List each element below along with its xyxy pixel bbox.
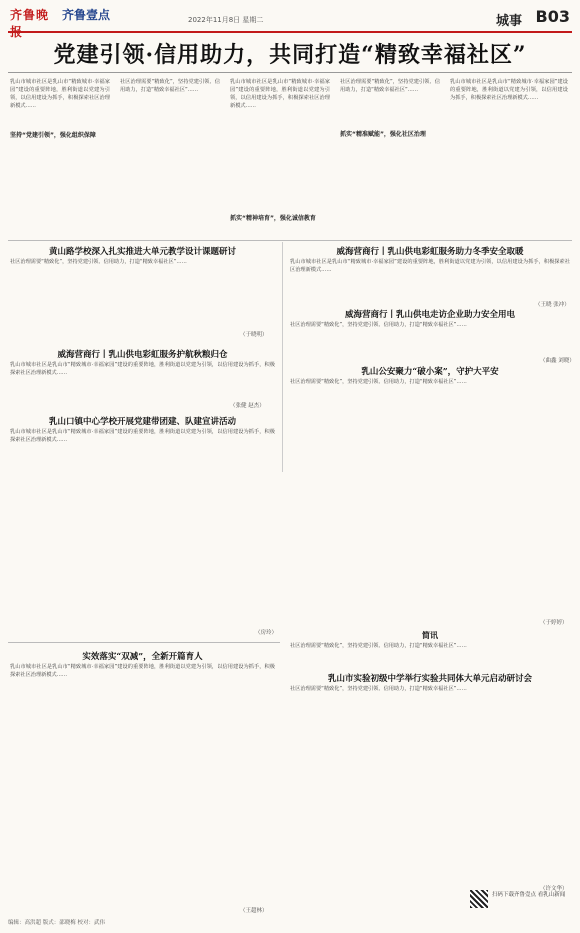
lead-column-2: 社区治理需要“精致化”，坚持党建引领、信用助力，打造“精致幸福社区”…… xyxy=(120,79,220,93)
article-title-6: 乳山口镇中心学校开展党建带团建、队建宣讲活动 xyxy=(48,417,236,427)
lead-column-3: 乳山市城市社区是乳山市“精致城市·幸福家园”建设的重要阵地，胜利街道以党建为引领，以信用建设为抓手，积极探索社区治理新模式…… xyxy=(230,79,330,109)
article-body-9: 社区治理需要“精致化”，坚持党建引领、信用助力，打造“精致幸福社区”…… xyxy=(290,686,467,692)
lower-divider xyxy=(8,642,280,643)
article-body-4: 社区治理需要“精致化”，坚持党建引领、信用助力，打造“精致幸福社区”…… xyxy=(290,379,467,385)
paper-logo: 齐鲁晚 xyxy=(10,8,50,22)
article-title-9: 乳山市实验初级中学举行实验共同体大单元启动研讨会 xyxy=(327,674,532,684)
brief-title: 简讯 xyxy=(422,631,438,640)
masthead xyxy=(8,4,572,30)
article-body-5: 乳山市城市社区是乳山市“精致城市·幸福家园”建设的重要阵地，胜利街道以党建为引领，以信用建设为抓手，积极探索社区治理新模式…… xyxy=(10,362,275,376)
footer-credits: 编辑：高洪超 版式：邵晓梅 校对：武伟 xyxy=(8,920,105,926)
article-byline-1: （于晓明） xyxy=(240,332,268,338)
article-byline-2: （王晓 张冲） xyxy=(535,302,570,308)
article-byline-4: （于婷婷） xyxy=(540,620,568,626)
article-body-3: 社区治理需要“精致化”，坚持党建引领、信用助力，打造“精致幸福社区”…… xyxy=(290,322,467,328)
article-body-1: 社区治理需要“精致化”，坚持党建引领、信用助力，打造“精致幸福社区”…… xyxy=(10,259,187,265)
issue-date: 2022年11月8日 星期二 xyxy=(188,16,264,24)
article-title-1: 黄山路学校深入扎实推进大单元教学设计课题研讨 xyxy=(48,247,236,257)
lead-subhead-3: 抓实“精准赋能”，强化社区治理 xyxy=(340,131,426,138)
article-title-8: 实效落实“双减”，全新开篇育人 xyxy=(82,652,203,662)
article-title-2: 威海营商行丨乳山供电彩虹服务助力冬季安全取暖 xyxy=(336,247,524,257)
article-byline-5: （张健 赵杰） xyxy=(230,403,265,409)
qr-code-icon[interactable] xyxy=(470,890,488,908)
main-headline: 党建引领·信用助力，共同打造“精致幸福社区” xyxy=(53,42,527,68)
section-divider xyxy=(8,240,572,241)
brief-body: 社区治理需要“精致化”，坚持党建引领、信用助力，打造“精致幸福社区”…… xyxy=(290,643,467,649)
lead-column-1: 乳山市城市社区是乳山市“精致城市·幸福家园”建设的重要阵地，胜利街道以党建为引领，以信用建设为抓手，积极探索社区治理新模式…… xyxy=(10,79,110,109)
qr-caption: 扫码下载齐鲁壹点 看乳山新闻 xyxy=(492,892,566,898)
article-body-8: 乳山市城市社区是乳山市“精致城市·幸福家园”建设的重要阵地，胜利街道以党建为引领，以信用建设为抓手，积极探索社区治理新模式…… xyxy=(10,664,275,678)
column-divider xyxy=(282,242,283,472)
headline-rule xyxy=(8,72,572,73)
article-body-6: 乳山市城市社区是乳山市“精致城市·幸福家园”建设的重要阵地，胜利街道以党建为引领，以信用建设为抓手，积极探索社区治理新模式…… xyxy=(10,429,275,443)
section-name: 城事 xyxy=(495,14,522,29)
article-title-4: 乳山公安聚力“破小案”，守护大平安 xyxy=(361,367,499,377)
article-byline-9: （许文华） xyxy=(540,886,568,892)
article-byline-6: （房玲） xyxy=(255,630,278,636)
article-byline-8: （王超林） xyxy=(240,908,268,914)
article-title-3: 威海营商行丨乳山供电走访企业助力安全用电 xyxy=(344,310,515,320)
lead-subhead-2: 抓实“精神培育”，强化诚信教育 xyxy=(230,215,316,222)
article-body-2: 乳山市城市社区是乳山市“精致城市·幸福家园”建设的重要阵地，胜利街道以党建为引领，以信用建设为抓手，积极探索社区治理新模式…… xyxy=(290,259,570,273)
edition-logo: 齐鲁壹点 xyxy=(62,8,111,22)
masthead-rule xyxy=(8,31,572,33)
lead-column-4: 社区治理需要“精致化”，坚持党建引领、信用助力，打造“精致幸福社区”…… xyxy=(340,79,440,93)
lead-subhead-1: 坚持“党建引领”，强化组织保障 xyxy=(10,132,96,139)
lead-column-5: 乳山市城市社区是乳山市“精致城市·幸福家园”建设的重要阵地，胜利街道以党建为引领，以信用建设为抓手，积极探索社区治理新模式…… xyxy=(450,79,568,101)
page-number: B03 xyxy=(535,7,570,26)
article-title-5: 威海营商行丨乳山供电彩虹服务护航秋粮归仓 xyxy=(57,350,228,360)
article-byline-3: （曲鑫 刘晓） xyxy=(540,358,575,364)
